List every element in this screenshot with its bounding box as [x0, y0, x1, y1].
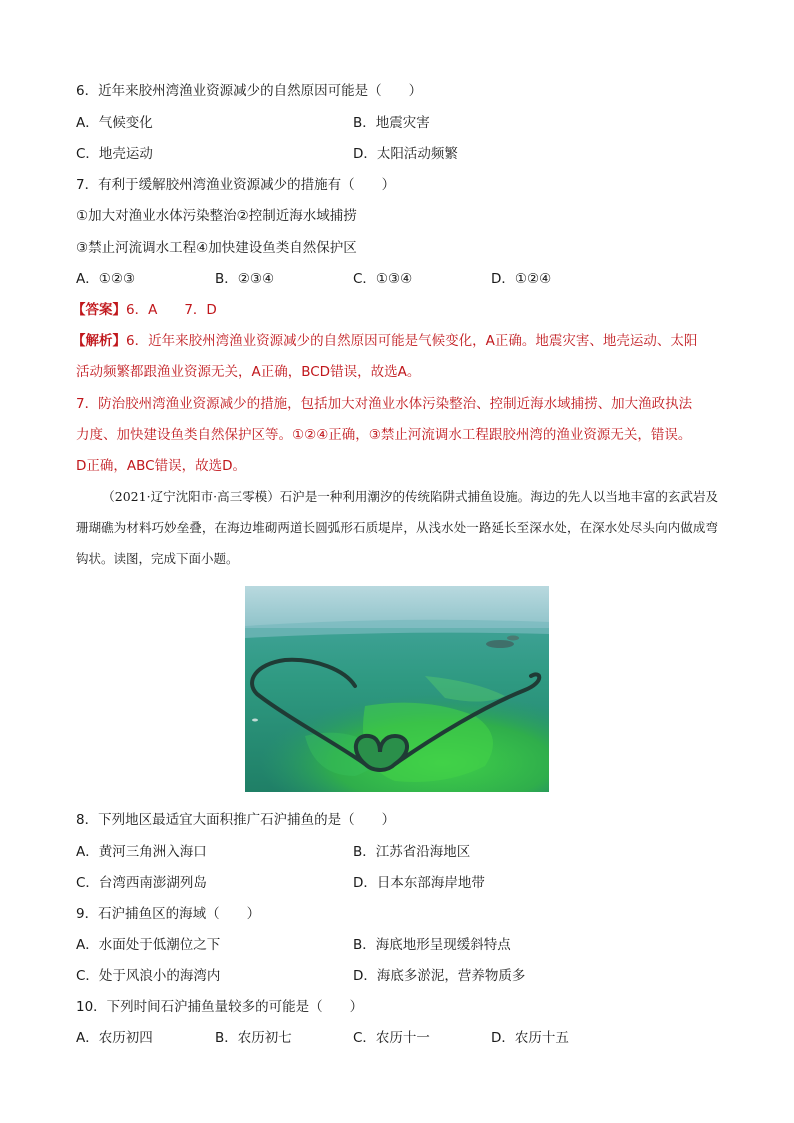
q9-option-d: D．海底多淤泥，营养物质多: [353, 968, 526, 984]
q8-option-d: D．日本东部海岸地带: [353, 875, 485, 891]
answer-tag: 【答案】: [72, 302, 126, 318]
stone-weir-illustration: [245, 586, 549, 792]
analysis-p2-line-3: D正确，ABC错误，故选D。: [76, 458, 246, 474]
q8-option-a: A．黄河三角洲入海口: [76, 844, 207, 860]
q8-option-b: B．江苏省沿海地区: [353, 844, 471, 860]
material-intro: （2021·辽宁沈阳市·高三零模）石沪是一种利用潮汐的传统陷阱式捕鱼设施。海边的先人以当地丰富的玄武岩及珊瑚礁为材料巧妙垒叠，在海边堆砌两道长圆弧形石质堤岸，从浅水处一路延长至深水处，在深水处尽头向内做成弯钩状。读图，完成下面小题。: [76, 489, 718, 566]
q10-option-b: B．农历初七: [215, 1030, 292, 1046]
q9-option-a: A．水面处于低潮位之下: [76, 937, 221, 953]
q10-option-a: A．农历初四: [76, 1030, 153, 1046]
analysis-tag: 【解析】: [72, 333, 126, 349]
stone-weir-photo: [245, 586, 549, 792]
q6-option-c: C．地壳运动: [76, 146, 153, 162]
q9-option-b: B．海底地形呈现缓斜特点: [353, 937, 511, 953]
q9-option-c: C．处于风浪小的海湾内: [76, 968, 221, 984]
analysis-p2-line-2: 力度、加快建设鱼类自然保护区等。①②④正确，③禁止河流调水工程跟胶州湾的渔业资源无关，错误。: [76, 427, 692, 443]
q7-item-line-1: ①加大对渔业水体污染整治②控制近海水域捕捞: [76, 208, 357, 224]
q9-stem: 9．石沪捕鱼区的海域（ ）: [76, 906, 261, 922]
q7-option-c: C．①③④: [353, 271, 413, 287]
q7-option-d: D．①②④: [491, 271, 552, 287]
q6-stem: 6．近年来胶州湾渔业资源减少的自然原因可能是（ ）: [76, 83, 423, 99]
q6-option-a: A．气候变化: [76, 115, 153, 131]
q6-option-d: D．太阳活动频繁: [353, 146, 458, 162]
q10-option-c: C．农历十一: [353, 1030, 430, 1046]
q10-option-d: D．农历十五: [491, 1030, 569, 1046]
analysis-p1-text-1: 6．近年来胶州湾渔业资源减少的自然原因可能是气候变化，A正确。地震灾害、地壳运动、太阳: [126, 333, 698, 349]
analysis-p2-line-1: 7．防治胶州湾渔业资源减少的措施，包括加大对渔业水体污染整治、控制近海水域捕捞、加大渔政执法: [76, 396, 693, 412]
q10-stem: 10．下列时间石沪捕鱼量较多的可能是（ ）: [76, 999, 364, 1015]
analysis-p1-line-2: 活动频繁都跟渔业资源无关，A正确，BCD错误，故选A。: [76, 364, 421, 380]
q7-stem: 7．有利于缓解胶州湾渔业资源减少的措施有（ ）: [76, 177, 396, 193]
analysis-p1-line-1: [72, 331, 697, 351]
q7-option-a: A．①②③: [76, 271, 136, 287]
q8-stem: 8．下列地区最适宜大面积推广石沪捕鱼的是（ ）: [76, 812, 396, 828]
distant-island: [486, 640, 514, 648]
q7-item-line-2: ③禁止河流调水工程④加快建设鱼类自然保护区: [76, 240, 357, 256]
answer-line: [72, 300, 217, 320]
answer-text: 6．A 7．D: [126, 302, 217, 318]
q6-option-b: B．地震灾害: [353, 115, 430, 131]
q8-option-c: C．台湾西南澎湖列岛: [76, 875, 207, 891]
q7-option-b: B．②③④: [215, 271, 275, 287]
